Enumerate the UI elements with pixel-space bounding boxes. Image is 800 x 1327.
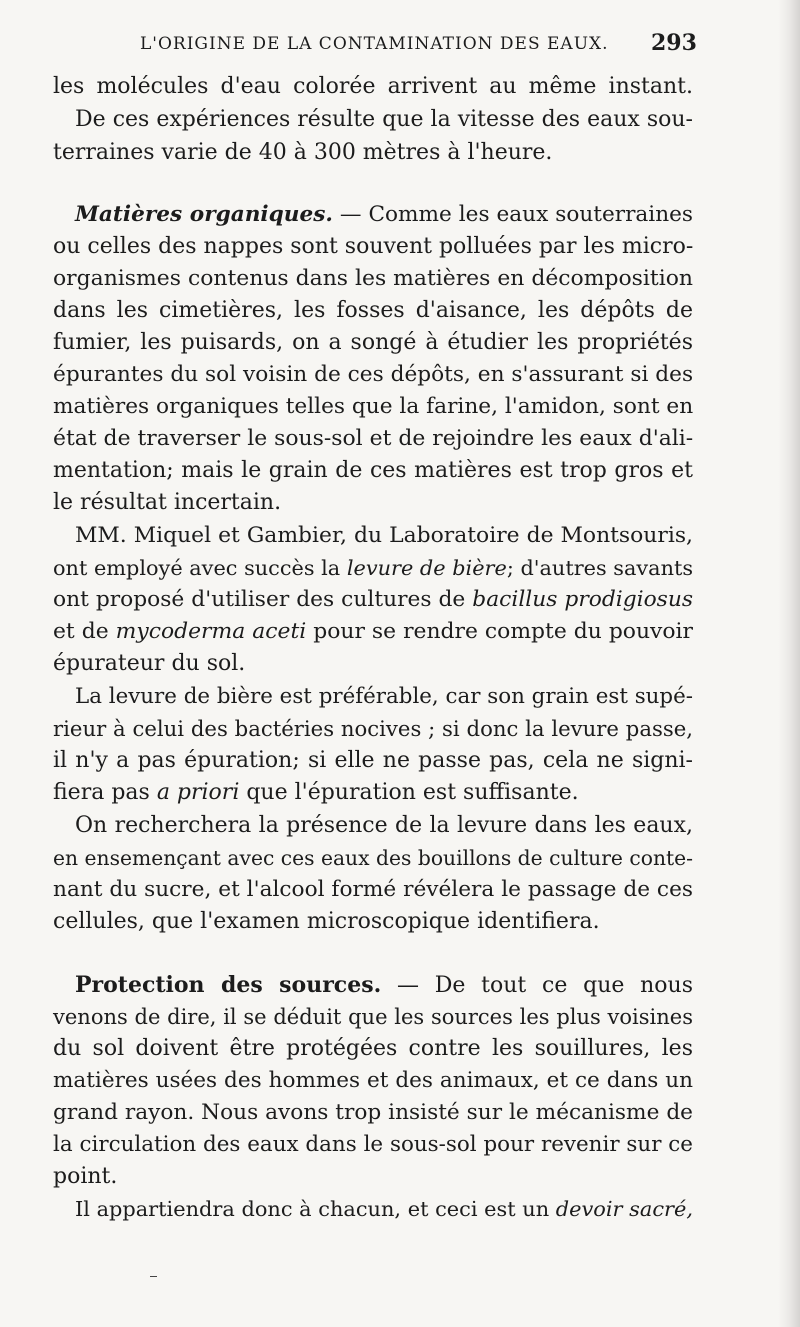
text-line-9: épurantes du sol voisin de ces dépôts, en s'assurant si des — [53, 362, 694, 387]
text-line-10: matières organiques telles que la farine, l'amidon, sont en — [53, 394, 694, 419]
text-line-30: matières usées des hommes et des animaux, et ce dans un — [53, 1068, 693, 1093]
text-line-29: du sol doivent être protégées contre les souillures, les — [53, 1036, 693, 1061]
text-line-14: MM. Miquel et Gambier, du Laboratoire de Montsouris, — [75, 523, 693, 548]
text-line-1: les molécules d'eau colorée arrivent au même instant. — [53, 74, 693, 99]
text-line-23: On recherchera la présence de la levure dans les eaux, — [75, 813, 693, 838]
text-line-2: De ces expériences résulte que la vitesse des eaux sou- — [75, 107, 693, 132]
text-line-20: rieur à celui des bactéries nocives ; si donc la levure passe, — [53, 716, 693, 741]
text-line-13: le résultat incertain. — [53, 490, 282, 515]
text-line-3: terraines varie de 40 à 300 mètres à l'heure. — [53, 140, 553, 165]
section-heading-protection: Protection des sources. — [75, 972, 382, 998]
text-line-7: dans les cimetières, les fosses d'aisance, les dépôts de — [53, 298, 693, 323]
text-line-32: la circulation des eaux dans le sous-sol pour revenir sur ce — [53, 1132, 693, 1157]
running-head: L'ORIGINE DE LA CONTAMINATION DES EAUX. — [140, 34, 609, 54]
text-line-25: nant du sucre, et l'alcool formé révélera le passage de ces — [53, 877, 693, 902]
text-line-28: venons de dire, il se déduit que les sources les plus voisines — [53, 1004, 693, 1029]
page-edge-shadow — [778, 0, 800, 1327]
ink-speck — [150, 1276, 157, 1277]
text-line-19: La levure de bière est préférable, car son grain est supé- — [75, 684, 693, 709]
text-line-21: il n'y a pas épuration; si elle ne passe pas, cela ne signi- — [53, 748, 693, 773]
text-line-22: fiera pas a priori que l'épuration est suffisante. — [53, 780, 579, 805]
text-line-26: cellules, que l'examen microscopique identifiera. — [53, 909, 600, 934]
text-line-18: épurateur du sol. — [53, 651, 246, 676]
text-line-33: point. — [53, 1164, 118, 1189]
text-line-31: grand rayon. Nous avons trop insisté sur le mécanisme de — [53, 1100, 693, 1125]
text-line-6: organismes contenus dans les matières en décomposition — [53, 266, 693, 291]
text-line-27: Protection des sources. — De tout ce que nous — [75, 972, 694, 998]
text-line-4: Matières organiques. — Comme les eaux souterraines — [75, 202, 693, 227]
text-line-8: fumier, les puisards, on a songé à étudier les propriétés — [53, 330, 693, 355]
section-heading-matieres: Matières organiques. — [75, 202, 333, 227]
text-line-34: Il appartiendra donc à chacun, et ceci est un devoir sacré, — [75, 1197, 693, 1221]
text-line-5: ou celles des nappes sont souvent polluées par les micro- — [53, 234, 694, 259]
text-line-16: ont proposé d'utiliser des cultures de bacillus prodigiosus — [53, 587, 693, 612]
page-number: 293 — [651, 30, 697, 56]
text-line-11: état de traverser le sous-sol et de rejoindre les eaux d'ali- — [53, 426, 694, 451]
text-line-24: en ensemençant avec ces eaux des bouillons de culture conte- — [53, 846, 694, 870]
text-line-15: ont employé avec succès la levure de bière; d'autres savants — [53, 556, 694, 580]
text-line-17: et de mycoderma aceti pour se rendre compte du pouvoir — [53, 619, 693, 644]
text-line-12: mentation; mais le grain de ces matières est trop gros et — [53, 458, 693, 483]
